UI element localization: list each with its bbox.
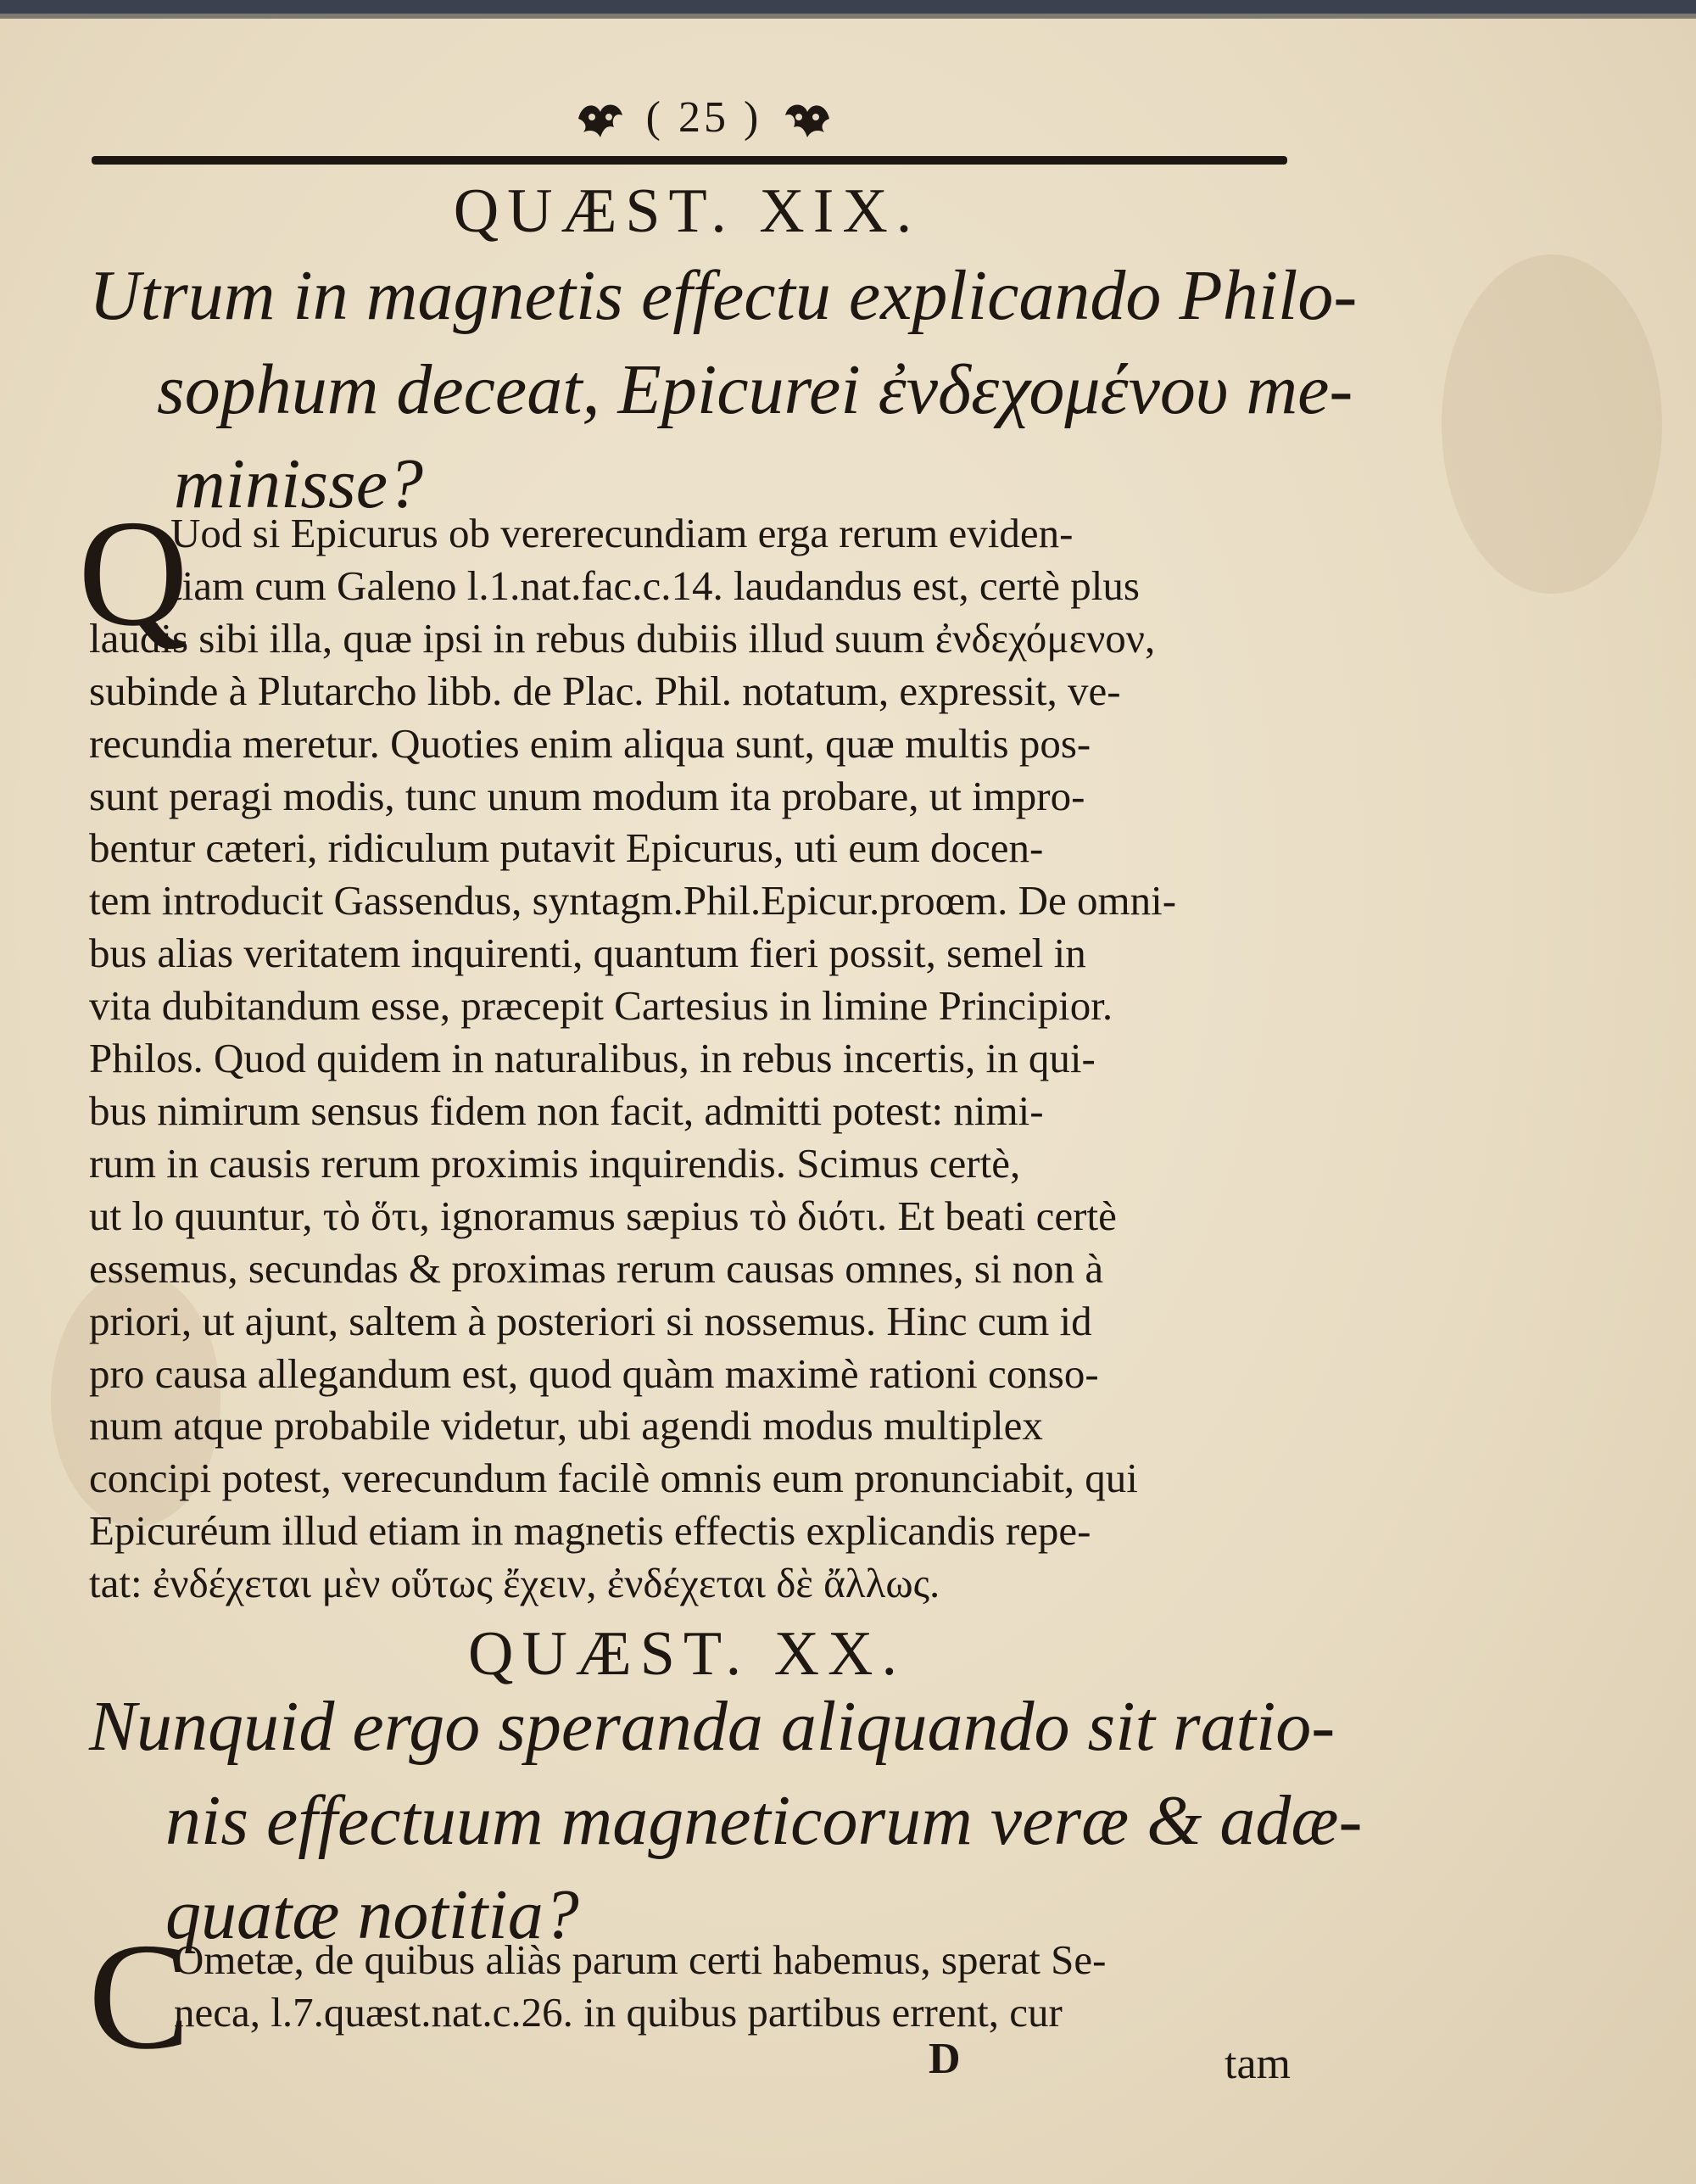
- question-19-body: [89, 507, 1302, 1610]
- text-line: ut lo quuntur, τὸ ὅτι, ignoramus sæpius τὸ διότι. Et beati certè: [89, 1192, 1117, 1239]
- paper-stain: [1442, 254, 1662, 594]
- text-line: sunt peragi modis, tunc unum modum ita probare, ut impro-: [89, 772, 1085, 819]
- text-line: subinde à Plutarcho libb. de Plac. Phil. notatum, expressit, ve-: [89, 667, 1121, 714]
- title-line: Utrum in magnetis effectu explicando Philo-: [89, 256, 1358, 335]
- text-line: Ometæ, de quibus aliàs parum certi habemus, sperat Se-: [174, 1936, 1107, 1983]
- floral-ornament-icon: [572, 93, 631, 141]
- text-line: bentur cæteri, ridiculum putavit Epicurus, uti eum docen-: [89, 824, 1044, 872]
- catchword: tam: [1225, 2040, 1291, 2088]
- page-number: ( 25 ): [645, 92, 762, 142]
- text-line: Uod si Epicurus ob vererecundiam erga rerum eviden-: [170, 510, 1074, 556]
- text-line: Philos. Quod quidem in naturalibus, in rebus incertis, in qui-: [89, 1035, 1096, 1082]
- header-rule: [92, 156, 1287, 165]
- title-line: nis effectuum magneticorum veræ & adæ-: [165, 1781, 1363, 1860]
- text-line: neca, l.7.quæst.nat.c.26. in quibus partibus errent, cur: [174, 1988, 1063, 2036]
- text-line: tiam cum Galeno l.1.nat.fac.c.14. laudandus est, certè plus: [170, 561, 1140, 609]
- title-line: Nunquid ergo speranda aliquando sit ratio-: [89, 1687, 1336, 1766]
- text-line: tem introducit Gassendus, syntagm.Phil.Epicur.proœm. De omni-: [89, 877, 1177, 924]
- question-20-body: [89, 1934, 1302, 2039]
- scan-border-shadow: [0, 14, 1696, 19]
- question-19-title: [89, 249, 1357, 531]
- text-line: concipi potest, verecundum facilè omnis eum pronunciabit, qui: [89, 1455, 1138, 1502]
- title-line: quatæ notitia?: [165, 1875, 579, 1954]
- signature-mark: D: [929, 2035, 961, 2083]
- text-line: pro causa allegandum est, quod quàm maximè rationi conso-: [89, 1349, 1099, 1397]
- text-line: essemus, secundas & proximas rerum causas omnes, si non à: [89, 1244, 1104, 1292]
- text-line: priori, ut ajunt, saltem à posteriori si nossemus. Hinc cum id: [89, 1297, 1092, 1344]
- drop-cap: Q: [78, 489, 188, 657]
- text-line: laudis sibi illa, quæ ipsi in rebus dubiis illud suum ἐνδεχόμενον,: [89, 614, 1156, 662]
- text-line: recundia meretur. Quoties enim aliqua sunt, quæ multis pos-: [89, 719, 1091, 767]
- title-line: minisse?: [174, 444, 423, 523]
- text-line: num atque probabile videtur, ubi agendi modus multiplex: [89, 1402, 1043, 1449]
- text-line: bus nimirum sensus fidem non facit, admitti potest: nimi-: [89, 1086, 1044, 1134]
- text-line: bus alias veritatem inquirenti, quantum fieri possit, semel in: [89, 930, 1086, 977]
- text-line: vita dubitandum esse, præcepit Cartesius in limine Principior.: [89, 982, 1113, 1030]
- question-20-heading: QUÆST. XX.: [468, 1619, 906, 1689]
- title-line: sophum deceat, Epicurei ἐνδεχομένου me-: [157, 350, 1353, 429]
- floral-ornament-icon: [777, 93, 836, 141]
- text-line: Epicuréum illud etiam in magnetis effectis explicandis repe-: [89, 1507, 1091, 1555]
- running-head: [543, 83, 865, 151]
- drop-cap: C: [88, 1912, 191, 2081]
- question-20-title: [89, 1679, 1362, 1962]
- text-line: rum in causis rerum proximis inquirendis. Scimus certè,: [89, 1139, 1021, 1187]
- text-line: tat: ἐνδέχεται μὲν οὕτως ἔχειν, ἐνδέχεται δὲ ἄλλως.: [89, 1560, 940, 1607]
- scan-border: [0, 0, 1696, 14]
- question-19-heading: QUÆST. XIX.: [453, 176, 921, 246]
